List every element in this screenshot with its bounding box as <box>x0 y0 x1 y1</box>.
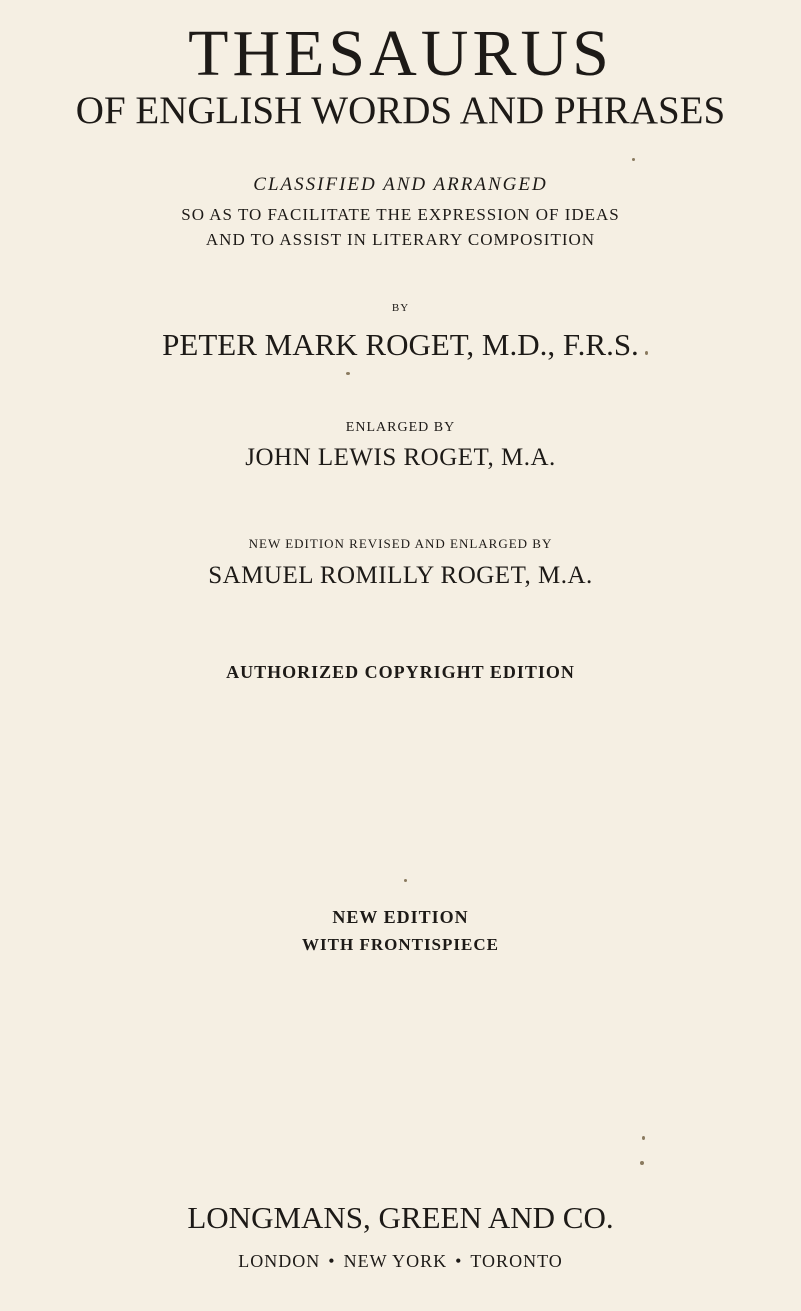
book-subtitle: OF ENGLISH WORDS AND PHRASES <box>75 89 726 132</box>
place-separator-2: • <box>455 1251 463 1271</box>
book-title: THESAURUS <box>188 17 613 90</box>
paper-speck <box>404 879 407 882</box>
new-edition-label: NEW EDITION <box>332 907 469 927</box>
author-name: PETER MARK ROGET, M.D., F.R.S. <box>162 327 639 362</box>
place-new-york: NEW YORK <box>343 1251 448 1271</box>
by-label: BY <box>391 302 410 314</box>
publisher-places <box>0 1249 801 1273</box>
purpose-line-1: SO AS TO FACILITATE THE EXPRESSION OF IDEAS <box>181 205 620 224</box>
editor-name-2: SAMUEL ROMILLY ROGET, M.A. <box>208 562 593 589</box>
publisher-name: LONGMANS, GREEN AND CO. <box>187 1200 614 1235</box>
enlarged-by-label: ENLARGED BY <box>345 420 456 435</box>
place-london: LONDON <box>238 1251 321 1271</box>
place-separator-1: • <box>328 1251 336 1271</box>
paper-speck <box>640 1161 644 1165</box>
paper-speck <box>632 158 635 161</box>
revised-by-label: NEW EDITION REVISED AND ENLARGED BY <box>248 536 553 551</box>
frontispiece-label: WITH FRONTISPIECE <box>302 935 499 954</box>
paper-speck <box>642 1136 645 1140</box>
editor-name-1: JOHN LEWIS ROGET, M.A. <box>245 444 556 471</box>
purpose-line-2: AND TO ASSIST IN LITERARY COMPOSITION <box>205 230 596 249</box>
authorized-edition-label: AUTHORIZED COPYRIGHT EDITION <box>226 662 575 682</box>
place-toronto: TORONTO <box>470 1251 563 1271</box>
paper-speck <box>346 372 350 375</box>
paper-speck <box>645 351 648 355</box>
classified-line: CLASSIFIED AND ARRANGED <box>253 174 548 195</box>
